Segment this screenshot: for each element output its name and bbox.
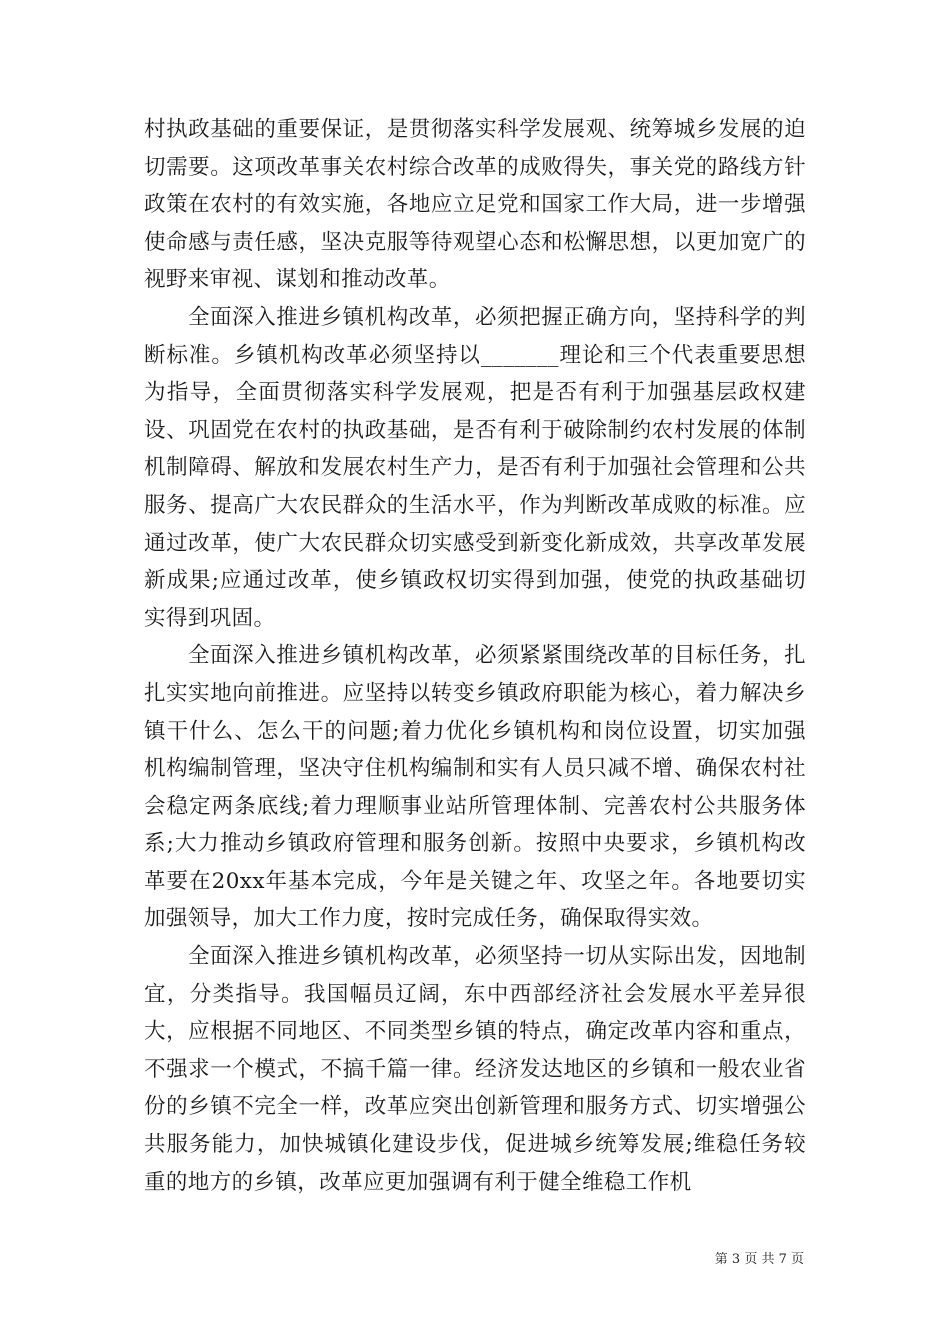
document-body [144, 111, 806, 1201]
paragraph-local-conditions: 全面深入推进乡镇机构改革，必须坚持一切从实际出发，因地制宜，分类指导。我国幅员辽阔，东中西部经济社会发展水平差异很大，应根据不同地区、不同类型乡镇的特点，确定改革内容和重点，不强求一个模式，不搞千篇一律。经济发达地区的乡镇和一般农业省份的乡镇不完全一样，改革应突出创新管理和服务方式、切实增强公共服务能力，加快城镇化建设步伐，促进城乡统筹发展;维稳任务较重的地方的乡镇，改革应更加强调有利于健全维稳工作机 [144, 944, 806, 1195]
paragraph-continuation: 村执政基础的重要保证，是贯彻落实科学发展观、统筹城乡发展的迫切需要。这项改革事关农村综合改革的成败得失，事关党的路线方针政策在农村的有效实施，各地应立足党和国家工作大局，进一步增强使命感与责任感，坚决克服等待观望心态和松懈思想，以更加宽广的视野来审视、谋划和推动改革。 [144, 117, 806, 293]
paragraph-direction-standard: 全面深入推进乡镇机构改革，必须把握正确方向，坚持科学的判断标准。乡镇机构改革必须坚持以_______理论和三个代表重要思想为指导，全面贯彻落实科学发展观，把是否有利于加强基层政权建设、巩固党在农村的执政基础，是否有利于破除制约农村发展的体制机制障碍、解放和发展农村生产力，是否有利于加强社会管理和公共服务、提高广大农民群众的生活水平，作为判断改革成败的标准。应通过改革，使广大农民群众切实感受到新变化新成效，共享改革发展新成果;应通过改革，使乡镇政权切实得到加强，使党的执政基础切实得到巩固。 [144, 304, 806, 631]
page-number-footer: 第 3 页 共 7 页 [714, 1252, 804, 1267]
paragraph-goals-tasks: 全面深入推进乡镇机构改革，必须紧紧围绕改革的目标任务，扎扎实实地向前推进。应坚持以转变乡镇政府职能为核心，着力解决乡镇干什么、怎么干的问题;着力优化乡镇机构和岗位设置，切实加强机构编制管理，坚决守住机构编制和实有人员只减不增、确保农村社会稳定两条底线;着力理顺事业站所管理体制、完善农村公共服务体系;大力推动乡镇政府管理和服务创新。按照中央要求，乡镇机构改革要在20xx年基本完成，今年是关键之年、攻坚之年。各地要切实加强领导，加大工作力度，按时完成任务，确保取得实效。 [144, 643, 806, 932]
